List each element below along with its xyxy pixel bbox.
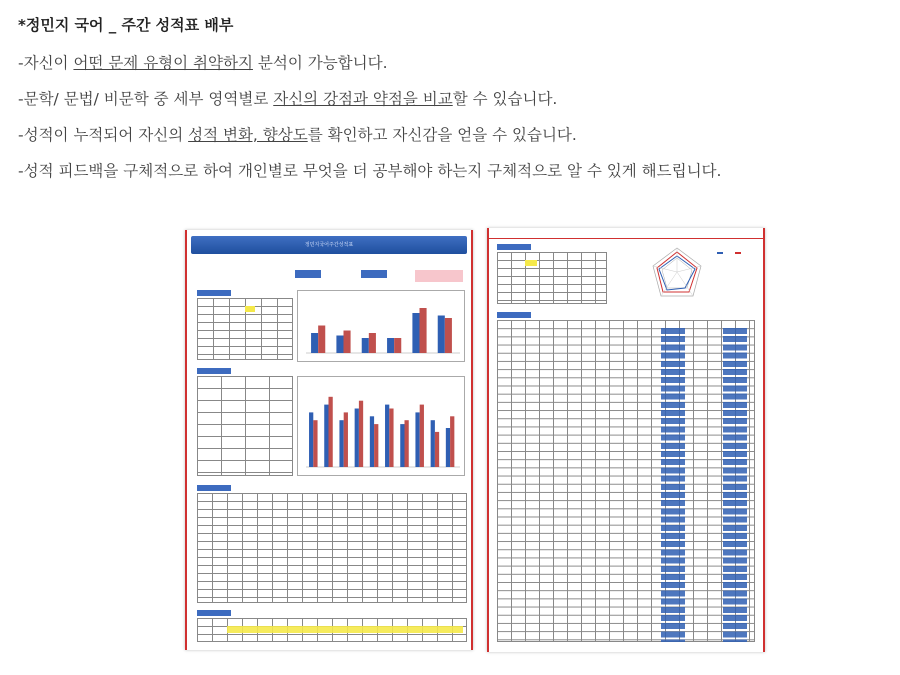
section-title-bar — [497, 312, 531, 318]
bar — [374, 424, 378, 467]
radar-chart — [637, 242, 757, 312]
bar — [339, 420, 343, 467]
bullet-line — [18, 52, 721, 88]
question-analysis-table — [497, 320, 755, 642]
correct-rate-column — [661, 328, 685, 642]
bar — [394, 338, 401, 353]
bullet-text: -성적 피드백을 구체적으로 하여 개인별로 무엇을 더 공부해야 하는지 구체적으로 알 수 있게 해드립니다. — [18, 162, 722, 180]
area-summary-table — [497, 252, 607, 304]
attendance-highlight — [227, 626, 463, 633]
bar — [369, 333, 376, 353]
bar — [445, 318, 452, 353]
bar — [438, 316, 445, 354]
bar — [359, 401, 363, 467]
bullet-line — [18, 124, 721, 160]
section-title-bar — [197, 485, 231, 491]
bar — [328, 397, 332, 467]
average-column — [723, 328, 747, 642]
bullet-text: -성적이 누적되어 자신의 — [18, 126, 189, 144]
bar — [344, 412, 348, 467]
bar — [313, 420, 317, 467]
name-label-box — [295, 270, 321, 278]
section-title-bar — [197, 290, 231, 296]
bullet-text: -문학/ 문법/ 비문학 중 세부 영역별로 — [18, 90, 274, 108]
bar — [446, 428, 450, 467]
bar — [415, 412, 419, 467]
score-report-sheet-2 — [487, 228, 765, 652]
bar — [318, 326, 325, 354]
bar — [412, 313, 419, 353]
highlight-cell — [245, 306, 255, 312]
bar — [370, 416, 374, 467]
bar — [400, 424, 404, 467]
highlight-box — [415, 270, 463, 282]
bar — [343, 331, 350, 354]
analysis-table — [197, 376, 293, 476]
weekly-score-grid — [197, 493, 467, 603]
bar — [420, 405, 424, 467]
bullet-line — [18, 160, 721, 196]
bar — [435, 432, 439, 467]
top-rule — [489, 238, 763, 239]
bar — [450, 416, 454, 467]
bar — [324, 405, 328, 467]
bar — [336, 336, 343, 354]
underlined-phrase: 어떤 문제 유형이 취약하지 — [73, 54, 253, 72]
page-heading: *정민지 국어 _ 주간 성적표 배부 — [18, 16, 234, 34]
bullet-line — [18, 88, 721, 124]
bar-chart-2 — [297, 376, 465, 476]
bar — [385, 405, 389, 467]
section-title-bar — [197, 610, 231, 616]
bar-chart-1 — [297, 290, 465, 362]
bar-chart-1-svg — [298, 291, 464, 361]
bullet-list — [18, 52, 721, 196]
bar — [362, 338, 369, 353]
section-title-bar — [197, 368, 231, 374]
bar — [419, 308, 426, 353]
bullet-text: 를 확인하고 자신감을 얻을 수 있습니다. — [307, 126, 577, 144]
bar-chart-2-svg — [298, 377, 464, 475]
underlined-phrase: 성적 변화, 향상도 — [188, 126, 308, 144]
bar — [389, 409, 393, 468]
class-label-box — [361, 270, 387, 278]
report-banner: 정민지국어주간성적표 — [191, 236, 467, 254]
bar — [431, 420, 435, 467]
underlined-phrase: 자신의 강점과 약점을 비교 — [273, 90, 453, 108]
bullet-text: 분석이 가능합니다. — [252, 54, 388, 72]
bar — [404, 420, 408, 467]
bar — [355, 409, 359, 468]
bullet-text: -자신이 — [18, 54, 74, 72]
highlight-cell — [525, 260, 537, 266]
bar — [387, 338, 394, 353]
bar — [309, 412, 313, 467]
section-title-bar — [497, 244, 531, 250]
score-report-sheet-1 — [185, 230, 473, 650]
bar — [311, 333, 318, 353]
bullet-text: 할 수 있습니다. — [452, 90, 558, 108]
